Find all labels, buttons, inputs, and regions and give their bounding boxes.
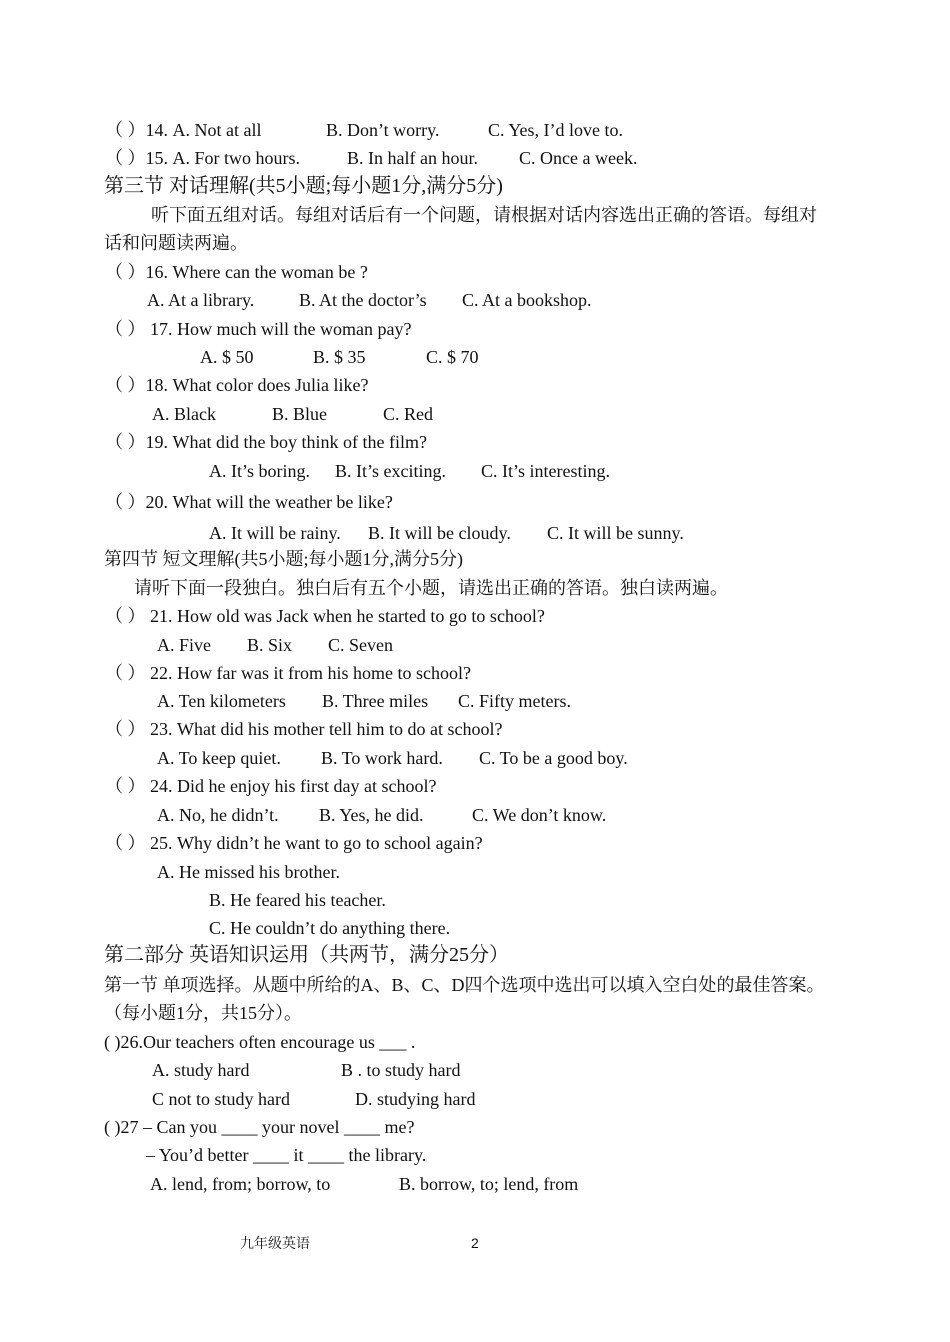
question-22-option-a: A. Ten kilometers [157,691,286,711]
question-17-option-c: C. $ 70 [426,347,479,367]
question-27-option-b: B. borrow, to; lend, from [399,1174,579,1194]
question-15-option-c: C. Once a week. [519,148,638,168]
question-19-option-b: B. It’s exciting. [335,461,446,481]
question-22-option-b: B. Three miles [322,691,429,711]
question-26-option-d: D. studying hard [355,1089,476,1109]
question-14: （ ）14. A. Not at all [105,120,262,140]
part2-title: 第二部分 英语知识运用（共两节，满分25分） [104,944,509,966]
page-number: 2 [471,1235,479,1251]
question-24-option-b: B. Yes, he did. [319,805,424,825]
question-25-stem: （ ） 25. Why didn’t he want to go to school again? [105,833,483,853]
question-16-option-a: A. At a library. [147,290,255,310]
question-15: （ ）15. A. For two hours. [105,148,301,168]
question-20-option-b: B. It will be cloudy. [368,523,511,543]
section4-title: 第四节 短文理解(共5小题;每小题1分,满分5分) [104,549,463,569]
question-17-stem: （ ） 17. How much will the woman pay? [105,319,412,339]
question-25-option-b: B. He feared his teacher. [209,890,386,910]
question-16-stem: （ ）16. Where can the woman be ? [105,262,368,282]
question-23-option-a: A. To keep quiet. [157,748,281,768]
question-26-stem: ( )26.Our teachers often encourage us ___ . [104,1032,416,1052]
question-24-option-c: C. We don’t know. [472,805,607,825]
question-20-stem: （ ）20. What will the weather be like? [105,492,393,512]
question-25-option-a: A. He missed his brother. [157,862,340,882]
question-22-stem: （ ） 22. How far was it from his home to school? [105,663,471,683]
question-23-option-c: C. To be a good boy. [479,748,628,768]
question-26-option-c: C not to study hard [152,1089,290,1109]
question-27-stem: ( )27 – Can you ____ your novel ____ me? [104,1117,415,1137]
question-20-option-a: A. It will be rainy. [209,523,341,543]
question-27-stem-reply: – You’d better ____ it ____ the library. [146,1145,427,1165]
question-22-option-c: C. Fifty meters. [458,691,571,711]
question-14-option-c: C. Yes, I’d love to. [488,120,624,140]
question-19-stem: （ ）19. What did the boy think of the film? [105,432,427,452]
question-19-option-c: C. It’s interesting. [481,461,610,481]
section3-instructions-line2: 话和问题读两遍。 [104,233,248,253]
question-18-option-c: C. Red [383,404,434,424]
footer-label: 九年级英语 [240,1236,310,1252]
question-24-option-a: A. No, he didn’t. [157,805,279,825]
question-17-option-a: A. $ 50 [200,347,254,367]
question-24-stem: （ ） 24. Did he enjoy his first day at school? [105,776,437,796]
question-20-option-c: C. It will be sunny. [547,523,684,543]
question-27-option-a: A. lend, from; borrow, to [150,1174,331,1194]
question-21-option-b: B. Six [247,635,293,655]
part2-instructions-line2: （每小题1分，共15分）。 [104,1003,302,1023]
question-18-option-a: A. Black [152,404,216,424]
question-18-option-b: B. Blue [272,404,328,424]
question-18-stem: （ ）18. What color does Julia like? [105,375,369,395]
section3-title: 第三节 对话理解(共5小题;每小题1分,满分5分) [104,175,503,197]
section3-instructions-line1: 听下面五组对话。每组对话后有一个问题，请根据对话内容选出正确的答语。每组对 [151,205,817,225]
question-17-option-b: B. $ 35 [313,347,366,367]
question-14-option-b: B. Don’t worry. [326,120,440,140]
question-23-option-b: B. To work hard. [321,748,443,768]
question-25-option-c: C. He couldn’t do anything there. [209,918,451,938]
question-16-option-c: C. At a bookshop. [462,290,592,310]
question-21-option-a: A. Five [157,635,211,655]
question-23-stem: （ ） 23. What did his mother tell him to do at school? [105,719,503,739]
question-21-stem: （ ） 21. How old was Jack when he started to go to school? [105,606,545,626]
question-26-option-b: B . to study hard [341,1060,461,1080]
question-15-option-b: B. In half an hour. [347,148,478,168]
question-16-option-b: B. At the doctor’s [299,290,427,310]
section4-instructions: 请听下面一段独白。独白后有五个小题，请选出正确的答语。独白读两遍。 [134,578,728,598]
question-19-option-a: A. It’s boring. [209,461,310,481]
question-21-option-c: C. Seven [328,635,393,655]
part2-instructions-line1: 第一节 单项选择。从题中所给的A、B、C、D四个选项中选出可以填入空白处的最佳答案。 [104,975,825,995]
question-26-option-a: A. study hard [152,1060,250,1080]
